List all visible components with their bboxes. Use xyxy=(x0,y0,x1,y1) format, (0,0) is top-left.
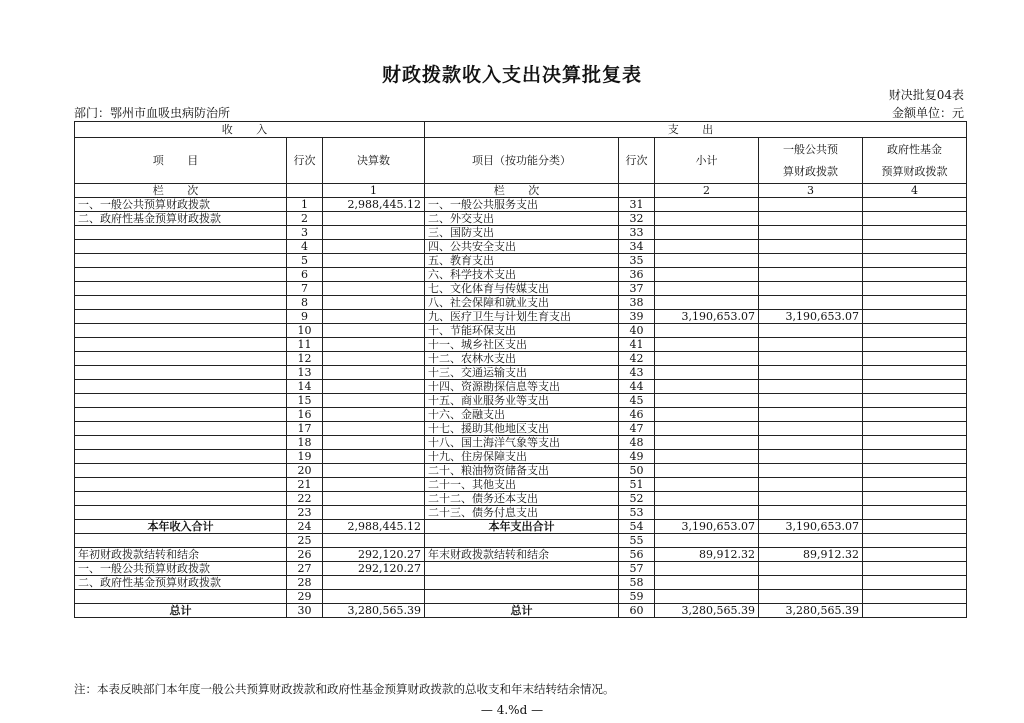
fund-budget-cell xyxy=(863,548,967,562)
expense-row-number-cell: 52 xyxy=(619,492,655,506)
income-amount-cell xyxy=(323,492,425,506)
subtotal-cell xyxy=(655,534,759,548)
table-row xyxy=(75,604,967,618)
expense-row-number-cell: 54 xyxy=(619,520,655,534)
income-item-cell xyxy=(75,450,287,464)
table-row xyxy=(75,366,967,380)
general-budget-cell xyxy=(759,562,863,576)
table-row xyxy=(75,254,967,268)
general-budget-cell xyxy=(759,254,863,268)
income-row-number-cell: 26 xyxy=(287,548,323,562)
income-row-number-cell: 24 xyxy=(287,520,323,534)
income-item-cell xyxy=(75,296,287,310)
income-row-number-cell: 27 xyxy=(287,562,323,576)
general-budget-cell xyxy=(759,464,863,478)
income-row-number-cell: 29 xyxy=(287,590,323,604)
fund-budget-cell xyxy=(863,296,967,310)
fund-budget-cell xyxy=(863,254,967,268)
income-row-number-cell: 7 xyxy=(287,282,323,296)
fund-budget-cell xyxy=(863,324,967,338)
general-budget-cell xyxy=(759,492,863,506)
row-number-2-column-header: 行次 xyxy=(619,138,655,184)
general-budget-cell xyxy=(759,198,863,212)
fund-budget-cell xyxy=(863,436,967,450)
expense-row-number-cell: 51 xyxy=(619,478,655,492)
expense-item-cell: 十、节能环保支出 xyxy=(425,324,619,338)
expense-item-cell: 二十二、债务还本支出 xyxy=(425,492,619,506)
expense-row-number-cell: 59 xyxy=(619,590,655,604)
general-budget-cell xyxy=(759,380,863,394)
income-item-cell xyxy=(75,268,287,282)
amount-unit: 金额单位：元 xyxy=(891,106,964,120)
income-item-cell: 一、一般公共预算财政拨款 xyxy=(75,562,287,576)
income-row-number-cell: 25 xyxy=(287,534,323,548)
general-budget-cell xyxy=(759,478,863,492)
income-amount-cell xyxy=(323,352,425,366)
income-item-cell: 总计 xyxy=(75,604,287,618)
income-row-number-cell: 17 xyxy=(287,422,323,436)
expense-row-number-cell: 46 xyxy=(619,408,655,422)
table-row xyxy=(75,240,967,254)
income-amount-cell xyxy=(323,478,425,492)
fund-budget-cell xyxy=(863,492,967,506)
income-row-number-cell: 1 xyxy=(287,198,323,212)
income-amount-cell xyxy=(323,394,425,408)
expense-item-cell: 十九、住房保障支出 xyxy=(425,450,619,464)
general-budget-cell xyxy=(759,240,863,254)
expense-row-number-cell: 60 xyxy=(619,604,655,618)
expense-row-number-cell: 35 xyxy=(619,254,655,268)
fund-budget-cell xyxy=(863,212,967,226)
income-amount-cell xyxy=(323,310,425,324)
income-item-cell xyxy=(75,310,287,324)
general-budget-cell xyxy=(759,268,863,282)
fund-budget-cell xyxy=(863,338,967,352)
column-index-1: 1 xyxy=(323,184,425,198)
income-row-number-cell: 15 xyxy=(287,394,323,408)
table-row xyxy=(75,562,967,576)
fund-budget-cell xyxy=(863,352,967,366)
income-amount-cell xyxy=(323,324,425,338)
fund-budget-cell xyxy=(863,282,967,296)
income-amount-cell: 3,280,565.39 xyxy=(323,604,425,618)
fund-budget-cell xyxy=(863,366,967,380)
income-amount-cell xyxy=(323,296,425,310)
income-row-number-cell: 18 xyxy=(287,436,323,450)
table-note: 注：本表反映部门本年度一般公共预算财政拨款和政府性基金预算财政拨款的总收支和年末结转结余情况。 xyxy=(74,682,615,696)
table-row xyxy=(75,338,967,352)
income-item-cell xyxy=(75,492,287,506)
subtotal-cell xyxy=(655,478,759,492)
income-row-number-cell: 8 xyxy=(287,296,323,310)
income-amount-cell: 292,120.27 xyxy=(323,548,425,562)
subtotal-cell xyxy=(655,254,759,268)
subtotal-cell xyxy=(655,492,759,506)
income-item-cell xyxy=(75,534,287,548)
income-amount-cell xyxy=(323,408,425,422)
fund-budget-column-header: 政府性基金 预算财政拨款 xyxy=(863,138,967,184)
table-row xyxy=(75,506,967,520)
income-amount-cell xyxy=(323,576,425,590)
department-label: 部门：鄂州市血吸虫病防治所 xyxy=(74,106,231,120)
expense-item-cell: 十八、国土海洋气象等支出 xyxy=(425,436,619,450)
income-amount-cell xyxy=(323,268,425,282)
fund-budget-cell xyxy=(863,226,967,240)
income-row-number-cell: 11 xyxy=(287,338,323,352)
page-number: — 4.%d — xyxy=(480,703,544,717)
subtotal-cell xyxy=(655,590,759,604)
fund-budget-cell xyxy=(863,478,967,492)
general-budget-cell xyxy=(759,282,863,296)
table-row xyxy=(75,212,967,226)
expense-row-number-cell: 32 xyxy=(619,212,655,226)
expense-item-cell: 七、文化体育与传媒支出 xyxy=(425,282,619,296)
expense-row-number-cell: 38 xyxy=(619,296,655,310)
income-item-cell xyxy=(75,240,287,254)
page-title: 财政拨款收入支出决算批复表 xyxy=(381,64,642,86)
expense-item-cell: 二十一、其他支出 xyxy=(425,478,619,492)
income-item-cell xyxy=(75,408,287,422)
fund-budget-cell xyxy=(863,576,967,590)
table-row xyxy=(75,450,967,464)
income-row-number-cell: 9 xyxy=(287,310,323,324)
income-row-number-cell: 12 xyxy=(287,352,323,366)
income-item-cell: 本年收入合计 xyxy=(75,520,287,534)
subtotal-cell xyxy=(655,338,759,352)
general-budget-cell xyxy=(759,576,863,590)
expense-row-number-cell: 53 xyxy=(619,506,655,520)
expense-item-cell: 八、社会保障和就业支出 xyxy=(425,296,619,310)
expense-row-number-cell: 58 xyxy=(619,576,655,590)
table-row xyxy=(75,492,967,506)
income-item-cell xyxy=(75,436,287,450)
general-budget-cell: 3,280,565.39 xyxy=(759,604,863,618)
income-row-number-cell: 19 xyxy=(287,450,323,464)
expense-row-number-cell: 42 xyxy=(619,352,655,366)
expense-row-number-cell: 31 xyxy=(619,198,655,212)
general-budget-cell xyxy=(759,394,863,408)
expense-item-cell: 本年支出合计 xyxy=(425,520,619,534)
subtotal-cell xyxy=(655,380,759,394)
subtotal-cell xyxy=(655,422,759,436)
general-budget-cell xyxy=(759,590,863,604)
income-item-cell xyxy=(75,366,287,380)
table-row xyxy=(75,282,967,296)
income-amount-cell xyxy=(323,450,425,464)
income-amount-cell xyxy=(323,254,425,268)
table-row xyxy=(75,310,967,324)
general-budget-cell xyxy=(759,506,863,520)
expense-item-cell xyxy=(425,590,619,604)
expense-item-cell: 二十、粮油物资储备支出 xyxy=(425,464,619,478)
income-item-cell xyxy=(75,464,287,478)
fund-budget-cell xyxy=(863,268,967,282)
expense-row-number-cell: 44 xyxy=(619,380,655,394)
table-row xyxy=(75,436,967,450)
expense-item-cell: 五、教育支出 xyxy=(425,254,619,268)
column-index-2: 2 xyxy=(655,184,759,198)
income-row-number-cell: 14 xyxy=(287,380,323,394)
income-row-number-cell: 21 xyxy=(287,478,323,492)
income-amount-cell: 2,988,445.12 xyxy=(323,198,425,212)
subtotal-cell xyxy=(655,212,759,226)
income-amount-cell xyxy=(323,366,425,380)
table-row xyxy=(75,548,967,562)
expense-row-number-cell: 45 xyxy=(619,394,655,408)
expense-item-cell: 三、国防支出 xyxy=(425,226,619,240)
fund-budget-cell xyxy=(863,506,967,520)
general-budget-cell xyxy=(759,226,863,240)
table-row xyxy=(75,534,967,548)
expense-item-cell xyxy=(425,576,619,590)
fund-budget-cell xyxy=(863,464,967,478)
income-row-number-cell: 20 xyxy=(287,464,323,478)
general-budget-cell xyxy=(759,212,863,226)
subtotal-cell xyxy=(655,464,759,478)
expense-item-cell: 十二、农林水支出 xyxy=(425,352,619,366)
subtotal-cell xyxy=(655,240,759,254)
subtotal-cell xyxy=(655,562,759,576)
income-row-number-cell: 6 xyxy=(287,268,323,282)
expense-row-number-cell: 40 xyxy=(619,324,655,338)
income-amount-cell xyxy=(323,226,425,240)
general-budget-cell xyxy=(759,422,863,436)
income-item-cell xyxy=(75,394,287,408)
income-item-cell xyxy=(75,422,287,436)
expense-row-number-cell: 37 xyxy=(619,282,655,296)
table-row xyxy=(75,422,967,436)
table-row xyxy=(75,268,967,282)
table-row xyxy=(75,478,967,492)
income-amount-cell: 292,120.27 xyxy=(323,562,425,576)
function-item-column-header: 项目（按功能分类） xyxy=(425,138,619,184)
expense-item-cell xyxy=(425,534,619,548)
income-item-cell xyxy=(75,254,287,268)
subtotal-cell xyxy=(655,198,759,212)
expense-item-cell: 九、医疗卫生与计划生育支出 xyxy=(425,310,619,324)
general-budget-cell: 3,190,653.07 xyxy=(759,310,863,324)
income-item-cell xyxy=(75,506,287,520)
subtotal-cell xyxy=(655,324,759,338)
expense-row-number-cell: 43 xyxy=(619,366,655,380)
table-row xyxy=(75,198,967,212)
subtotal-cell xyxy=(655,408,759,422)
fund-budget-cell xyxy=(863,422,967,436)
column-index-label: 栏 次 xyxy=(75,184,287,198)
income-row-number-cell: 10 xyxy=(287,324,323,338)
table-row xyxy=(75,590,967,604)
subtotal-cell xyxy=(655,450,759,464)
table-row xyxy=(75,520,967,534)
expense-row-number-cell: 48 xyxy=(619,436,655,450)
income-amount-cell xyxy=(323,590,425,604)
income-item-cell xyxy=(75,282,287,296)
income-amount-cell xyxy=(323,338,425,352)
income-item-cell xyxy=(75,352,287,366)
subtotal-cell xyxy=(655,576,759,590)
income-row-number-cell: 4 xyxy=(287,240,323,254)
document-number: 财决批复04表 xyxy=(888,88,964,102)
subtotal-cell xyxy=(655,352,759,366)
subtotal-cell xyxy=(655,506,759,520)
expense-item-cell: 六、科学技术支出 xyxy=(425,268,619,282)
general-budget-cell xyxy=(759,408,863,422)
fund-budget-cell xyxy=(863,590,967,604)
fund-budget-cell xyxy=(863,310,967,324)
income-item-cell: 年初财政拨款结转和结余 xyxy=(75,548,287,562)
table-row xyxy=(75,352,967,366)
income-item-cell xyxy=(75,338,287,352)
table-row xyxy=(75,408,967,422)
expense-row-number-cell: 50 xyxy=(619,464,655,478)
income-item-cell: 二、政府性基金预算财政拨款 xyxy=(75,212,287,226)
expense-item-cell: 二、外交支出 xyxy=(425,212,619,226)
subtotal-cell xyxy=(655,296,759,310)
income-amount-cell xyxy=(323,240,425,254)
table-row xyxy=(75,324,967,338)
final-amount-column-header: 决算数 xyxy=(323,138,425,184)
fund-budget-cell xyxy=(863,450,967,464)
expense-item-cell: 十六、金融支出 xyxy=(425,408,619,422)
table-row xyxy=(75,226,967,240)
income-row-number-cell: 30 xyxy=(287,604,323,618)
fund-budget-cell xyxy=(863,240,967,254)
income-row-number-cell: 5 xyxy=(287,254,323,268)
fund-budget-cell xyxy=(863,198,967,212)
income-item-cell xyxy=(75,478,287,492)
column-index-3: 3 xyxy=(759,184,863,198)
general-budget-cell xyxy=(759,324,863,338)
expense-row-number-cell: 36 xyxy=(619,268,655,282)
subtotal-cell xyxy=(655,436,759,450)
general-budget-cell xyxy=(759,296,863,310)
table-row xyxy=(75,394,967,408)
subtotal-cell: 3,190,653.07 xyxy=(655,520,759,534)
column-index-label-2: 栏 次 xyxy=(425,184,619,198)
table-row xyxy=(75,296,967,310)
income-amount-cell xyxy=(323,534,425,548)
expense-item-cell: 四、公共安全支出 xyxy=(425,240,619,254)
expense-row-number-cell: 33 xyxy=(619,226,655,240)
row-number-column-header: 行次 xyxy=(287,138,323,184)
column-index-4: 4 xyxy=(863,184,967,198)
item-column-header: 项 目 xyxy=(75,138,287,184)
income-item-cell xyxy=(75,226,287,240)
expense-item-cell: 十七、援助其他地区支出 xyxy=(425,422,619,436)
income-amount-cell xyxy=(323,422,425,436)
expense-item-cell: 十五、商业服务业等支出 xyxy=(425,394,619,408)
expense-item-cell: 十三、交通运输支出 xyxy=(425,366,619,380)
income-item-cell: 二、政府性基金预算财政拨款 xyxy=(75,576,287,590)
fund-budget-cell xyxy=(863,380,967,394)
income-amount-cell: 2,988,445.12 xyxy=(323,520,425,534)
subtotal-cell xyxy=(655,268,759,282)
income-row-number-cell: 23 xyxy=(287,506,323,520)
general-budget-cell: 3,190,653.07 xyxy=(759,520,863,534)
income-amount-cell xyxy=(323,380,425,394)
table-row xyxy=(75,380,967,394)
subtotal-column-header: 小计 xyxy=(655,138,759,184)
income-item-cell xyxy=(75,380,287,394)
general-budget-column-header: 一般公共预 算财政拨款 xyxy=(759,138,863,184)
general-budget-cell xyxy=(759,450,863,464)
income-row-number-cell: 13 xyxy=(287,366,323,380)
income-row-number-cell: 22 xyxy=(287,492,323,506)
fund-budget-cell xyxy=(863,534,967,548)
income-item-cell xyxy=(75,324,287,338)
expense-row-number-cell: 55 xyxy=(619,534,655,548)
fund-budget-cell xyxy=(863,520,967,534)
subtotal-cell xyxy=(655,366,759,380)
expense-section-header: 支 出 xyxy=(425,122,967,138)
table-row xyxy=(75,576,967,590)
income-amount-cell xyxy=(323,506,425,520)
income-amount-cell xyxy=(323,436,425,450)
subtotal-cell: 89,912.32 xyxy=(655,548,759,562)
general-budget-cell xyxy=(759,338,863,352)
general-budget-cell xyxy=(759,352,863,366)
appropriation-table xyxy=(74,121,967,618)
fund-budget-cell xyxy=(863,394,967,408)
expense-item-cell: 十一、城乡社区支出 xyxy=(425,338,619,352)
fund-budget-cell xyxy=(863,408,967,422)
general-budget-cell xyxy=(759,436,863,450)
subtotal-cell xyxy=(655,226,759,240)
expense-item-cell: 总计 xyxy=(425,604,619,618)
expense-row-number-cell: 57 xyxy=(619,562,655,576)
expense-item-cell: 十四、资源勘探信息等支出 xyxy=(425,380,619,394)
income-amount-cell xyxy=(323,212,425,226)
expense-row-number-cell: 56 xyxy=(619,548,655,562)
general-budget-cell xyxy=(759,366,863,380)
subtotal-cell: 3,190,653.07 xyxy=(655,310,759,324)
general-budget-cell xyxy=(759,534,863,548)
income-row-number-cell: 28 xyxy=(287,576,323,590)
expense-item-cell: 年末财政拨款结转和结余 xyxy=(425,548,619,562)
income-row-number-cell: 16 xyxy=(287,408,323,422)
table-row xyxy=(75,464,967,478)
expense-row-number-cell: 49 xyxy=(619,450,655,464)
income-amount-cell xyxy=(323,282,425,296)
fund-budget-cell xyxy=(863,604,967,618)
general-budget-cell: 89,912.32 xyxy=(759,548,863,562)
subtotal-cell xyxy=(655,394,759,408)
expense-row-number-cell: 34 xyxy=(619,240,655,254)
income-item-cell: 一、一般公共预算财政拨款 xyxy=(75,198,287,212)
income-row-number-cell: 3 xyxy=(287,226,323,240)
income-section-header: 收 入 xyxy=(75,122,425,138)
income-row-number-cell: 2 xyxy=(287,212,323,226)
expense-item-cell xyxy=(425,562,619,576)
expense-row-number-cell: 47 xyxy=(619,422,655,436)
fund-budget-cell xyxy=(863,562,967,576)
subtotal-cell xyxy=(655,282,759,296)
subtotal-cell: 3,280,565.39 xyxy=(655,604,759,618)
income-amount-cell xyxy=(323,464,425,478)
expense-row-number-cell: 41 xyxy=(619,338,655,352)
expense-item-cell: 二十三、债务付息支出 xyxy=(425,506,619,520)
expense-row-number-cell: 39 xyxy=(619,310,655,324)
income-item-cell xyxy=(75,590,287,604)
expense-item-cell: 一、一般公共服务支出 xyxy=(425,198,619,212)
